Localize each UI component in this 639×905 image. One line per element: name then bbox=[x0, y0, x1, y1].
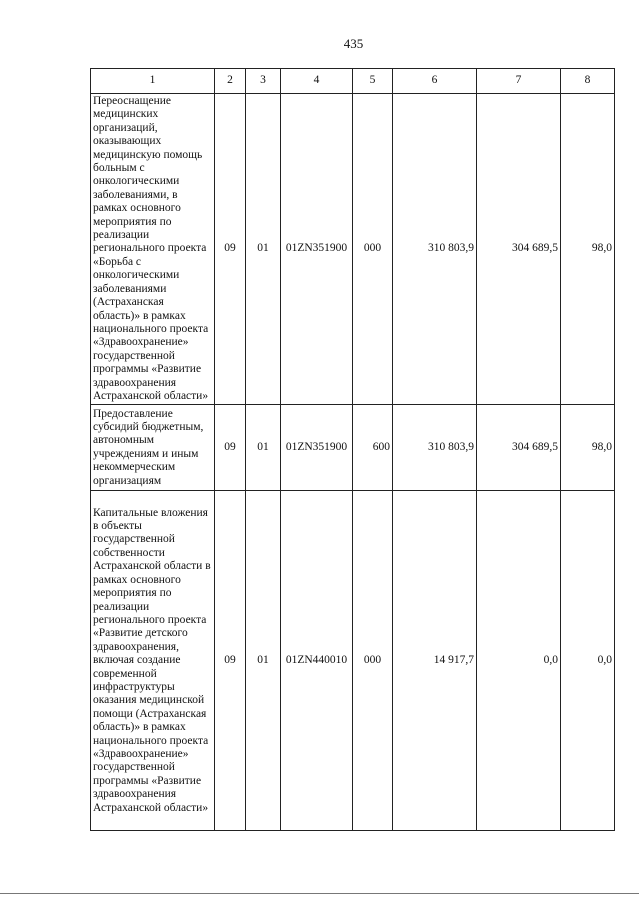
row-subsection-code: 01 bbox=[246, 405, 281, 491]
page-number: 435 bbox=[343, 36, 364, 51]
row-target-code: 01ZN351900 bbox=[281, 405, 353, 491]
budget-table bbox=[90, 68, 615, 831]
row-percent: 98,0 bbox=[561, 94, 615, 405]
header-cell: 7 bbox=[477, 69, 561, 94]
header-cell: 3 bbox=[246, 69, 281, 94]
row-expense-type: 600 bbox=[353, 405, 393, 491]
row-actual-amount: 304 689,5 bbox=[477, 405, 561, 491]
header-cell: 2 bbox=[215, 69, 246, 94]
row-section-code: 09 bbox=[215, 94, 246, 405]
row-expense-type: 000 bbox=[353, 491, 393, 831]
header-cell: 1 bbox=[91, 69, 215, 94]
row-target-code: 01ZN440010 bbox=[281, 491, 353, 831]
table-row bbox=[91, 94, 615, 405]
header-cell: 6 bbox=[393, 69, 477, 94]
row-subsection-code: 01 bbox=[246, 491, 281, 831]
row-description: Переоснащение медицинских организаций, оказывающих медицинскую помощь больным с онкологическими заболеваниями, в рамках основного мероприятия по реализации регионального проекта «Борьба с онкологическими заболеваниями (Астраханская область)» в рамках национального проекта «Здравоохранение» государственной программы «Развитие здравоохранения Астраханской области» bbox=[91, 94, 215, 405]
row-description: Предоставление субсидий бюджетным, автономным учреждениям и иным некоммерческим организациям bbox=[91, 405, 215, 491]
table-row bbox=[91, 491, 615, 831]
row-actual-amount: 0,0 bbox=[477, 491, 561, 831]
header-cell: 5 bbox=[353, 69, 393, 94]
row-expense-type: 000 bbox=[353, 94, 393, 405]
row-target-code: 01ZN351900 bbox=[281, 94, 353, 405]
row-percent: 0,0 bbox=[561, 491, 615, 831]
row-planned-amount: 14 917,7 bbox=[393, 491, 477, 831]
header-cell: 8 bbox=[561, 69, 615, 94]
table-row bbox=[91, 405, 615, 491]
row-planned-amount: 310 803,9 bbox=[393, 405, 477, 491]
table-header-row bbox=[91, 69, 615, 94]
row-percent: 98,0 bbox=[561, 405, 615, 491]
row-section-code: 09 bbox=[215, 405, 246, 491]
row-planned-amount: 310 803,9 bbox=[393, 94, 477, 405]
header-cell: 4 bbox=[281, 69, 353, 94]
row-subsection-code: 01 bbox=[246, 94, 281, 405]
row-actual-amount: 304 689,5 bbox=[477, 94, 561, 405]
row-description: Капитальные вложения в объекты государственной собственности Астраханской области в рамках основного мероприятия по реализации регионального проекта «Развитие детского здравоохранения, включая создание современной инфраструктуры оказания медицинской помощи (Астраханская область)» в рамках национального проекта «Здравоохранение» государственной программы «Развитие здравоохранения Астраханской области» bbox=[91, 491, 215, 831]
row-section-code: 09 bbox=[215, 491, 246, 831]
scan-edge-line bbox=[0, 893, 639, 894]
